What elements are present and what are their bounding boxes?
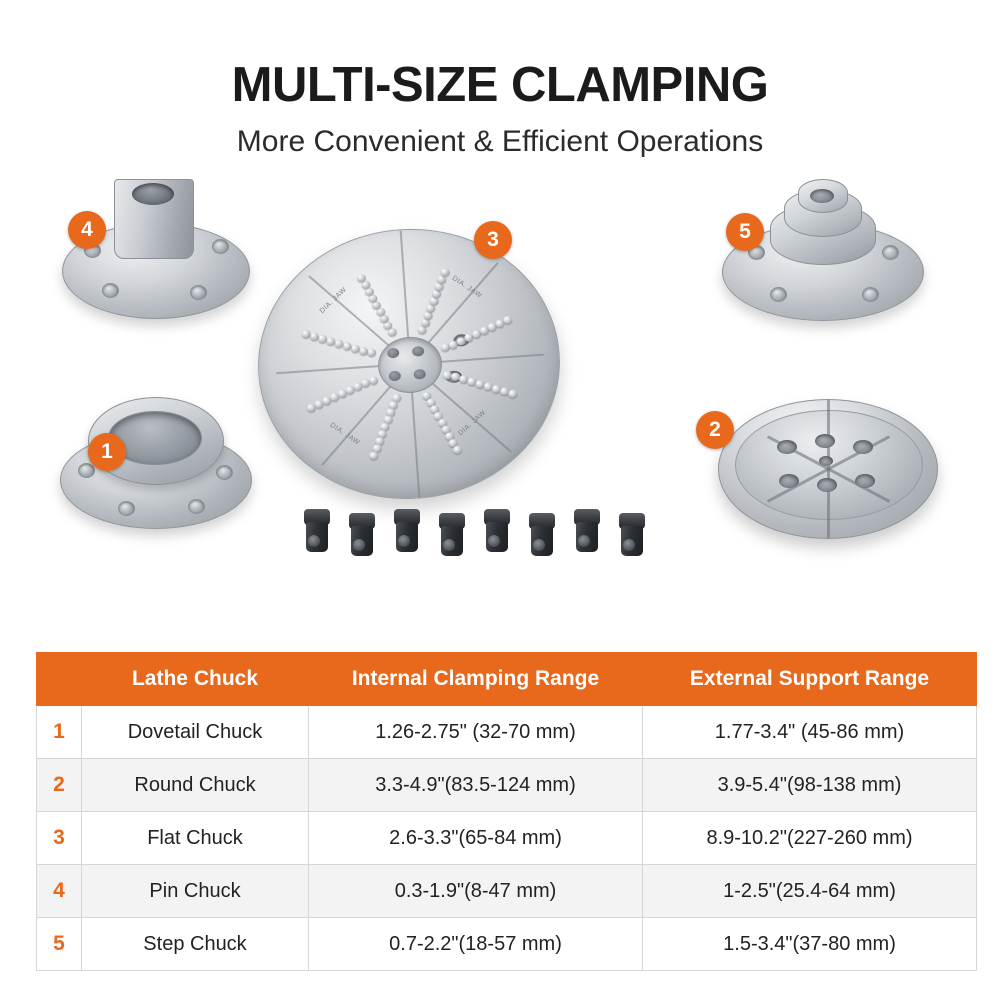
row-chuck-name: Dovetail Chuck — [82, 706, 309, 759]
spec-table-head — [37, 653, 977, 706]
accessory-screw-set — [304, 509, 674, 569]
row-external-range: 1-2.5"(25.4-64 mm) — [643, 865, 977, 918]
flat-chuck-dimple — [508, 390, 518, 399]
flat-chuck-dimple — [315, 400, 325, 409]
hub-hole — [413, 369, 426, 380]
row-index: 5 — [37, 918, 82, 971]
row-index: 1 — [37, 706, 82, 759]
flat-chuck-engraving: DIA. JAW — [318, 286, 349, 316]
column-header-lathe-chuck: Lathe Chuck — [82, 653, 309, 706]
flat-chuck-dimple — [369, 452, 379, 461]
callout-badge-3[interactable]: 3 — [474, 221, 512, 259]
product-round-chuck — [718, 399, 938, 539]
socket-set-screw — [484, 509, 512, 555]
table-row — [37, 706, 977, 759]
table-row — [37, 918, 977, 971]
column-header-index — [37, 653, 82, 706]
flat-chuck-engraving: DIA. JAW — [457, 409, 488, 438]
row-internal-range: 2.6-3.3"(65-84 mm) — [309, 812, 643, 865]
row-external-range: 8.9-10.2"(227-260 mm) — [643, 812, 977, 865]
row-external-range: 1.5-3.4"(37-80 mm) — [643, 918, 977, 971]
product-step-chuck — [722, 183, 922, 323]
row-chuck-name: Flat Chuck — [82, 812, 309, 865]
product-dovetail-chuck — [60, 393, 250, 533]
flat-chuck-engraving: DIA. JAW — [450, 275, 483, 301]
column-header-external-range: External Support Range — [643, 653, 977, 706]
flat-chuck-dimple — [453, 446, 463, 455]
spec-table — [36, 652, 977, 971]
row-internal-range: 0.3-1.9"(8-47 mm) — [309, 865, 643, 918]
row-internal-range: 1.26-2.75" (32-70 mm) — [309, 706, 643, 759]
socket-set-screw — [394, 509, 422, 555]
row-internal-range: 0.7-2.2"(18-57 mm) — [309, 918, 643, 971]
callout-badge-1[interactable]: 1 — [88, 433, 126, 471]
column-header-internal-range: Internal Clamping Range — [309, 653, 643, 706]
socket-set-screw — [529, 513, 557, 559]
product-pin-chuck — [62, 179, 248, 319]
flat-chuck-dimple — [418, 326, 428, 335]
flat-chuck-dimple — [307, 404, 317, 413]
table-row — [37, 812, 977, 865]
flat-chuck-dimple — [387, 329, 397, 338]
row-external-range: 3.9-5.4"(98-138 mm) — [643, 759, 977, 812]
spec-table-container — [36, 652, 964, 971]
page-title: MULTI-SIZE CLAMPING — [231, 58, 769, 112]
callout-badge-2[interactable]: 2 — [696, 411, 734, 449]
page-subtitle: More Convenient & Efficient Operations — [236, 125, 764, 159]
row-chuck-name: Pin Chuck — [82, 865, 309, 918]
row-chuck-name: Step Chuck — [82, 918, 309, 971]
row-internal-range: 3.3-4.9"(83.5-124 mm) — [309, 759, 643, 812]
socket-set-screw — [439, 513, 467, 559]
hub-hole — [388, 371, 401, 382]
row-chuck-name: Round Chuck — [82, 759, 309, 812]
flat-chuck-engraving: DIA. JAW — [328, 422, 361, 448]
socket-set-screw — [619, 513, 647, 559]
page-header — [0, 0, 1000, 159]
socket-set-screw — [349, 513, 377, 559]
row-index: 4 — [37, 865, 82, 918]
callout-badge-4[interactable]: 4 — [68, 211, 106, 249]
table-header-row — [37, 653, 977, 706]
product-flat-chuck — [249, 219, 569, 509]
product-showcase — [0, 171, 1000, 601]
flat-chuck-dimple — [322, 397, 332, 406]
hub-hole — [412, 346, 425, 357]
table-row — [37, 865, 977, 918]
table-row — [37, 759, 977, 812]
hub-hole — [387, 348, 400, 359]
socket-set-screw — [304, 509, 332, 555]
flat-chuck-dimple — [437, 276, 447, 285]
callout-badge-5[interactable]: 5 — [726, 213, 764, 251]
row-index: 3 — [37, 812, 82, 865]
spec-table-body — [37, 706, 977, 971]
row-index: 2 — [37, 759, 82, 812]
flat-chuck-dimple — [367, 349, 377, 358]
socket-set-screw — [574, 509, 602, 555]
row-external-range: 1.77-3.4" (45-86 mm) — [643, 706, 977, 759]
